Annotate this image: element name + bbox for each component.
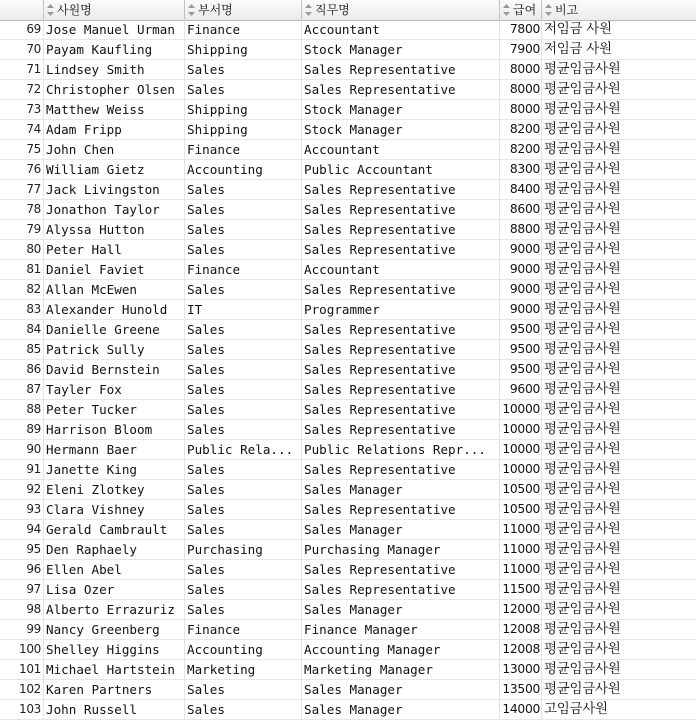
salary-cell[interactable]: 12008 [500, 640, 542, 660]
salary-cell[interactable]: 8000 [500, 60, 542, 80]
department-cell[interactable]: Finance [185, 20, 302, 40]
job-title-cell[interactable]: Public Accountant [302, 160, 500, 180]
employee-name-cell[interactable]: Daniel Faviet [44, 260, 185, 280]
row-number-cell[interactable]: 96 [0, 560, 44, 580]
note-cell[interactable]: 저임금 사원 [544, 41, 612, 57]
department-cell[interactable]: Finance [185, 620, 302, 640]
salary-cell[interactable]: 8400 [500, 180, 542, 200]
salary-cell[interactable]: 13000 [500, 660, 542, 680]
employee-name-cell[interactable]: David Bernstein [44, 360, 185, 380]
table-row[interactable] [0, 420, 696, 440]
salary-cell[interactable]: 9500 [500, 360, 542, 380]
grid-header [0, 0, 696, 21]
note-cell[interactable]: 평균임금사원 [544, 441, 621, 457]
employee-name-cell[interactable]: Jonathon Taylor [44, 200, 185, 220]
note-cell[interactable]: 평균임금사원 [544, 621, 621, 637]
note-cell[interactable]: 평균임금사원 [544, 461, 621, 477]
salary-cell[interactable]: 8200 [500, 120, 542, 140]
salary-cell[interactable]: 10000 [500, 440, 542, 460]
row-number-cell[interactable]: 77 [0, 180, 44, 200]
salary-cell[interactable]: 7800 [500, 20, 542, 40]
note-cell[interactable]: 저임금 사원 [544, 21, 612, 37]
table-row[interactable] [0, 280, 696, 300]
table-row[interactable] [0, 40, 696, 60]
header-dept-label: 부서명 [198, 3, 233, 17]
employee-name-cell[interactable]: Hermann Baer [44, 440, 185, 460]
sort-icon[interactable] [502, 2, 511, 18]
table-row[interactable] [0, 640, 696, 660]
table-row[interactable] [0, 260, 696, 280]
note-cell[interactable]: 평균임금사원 [544, 121, 621, 137]
job-title-cell[interactable]: Sales Manager [302, 680, 500, 700]
row-number-cell[interactable]: 75 [0, 140, 44, 160]
table-row[interactable] [0, 500, 696, 520]
employee-name-cell[interactable]: Shelley Higgins [44, 640, 185, 660]
salary-cell[interactable]: 9500 [500, 340, 542, 360]
row-number-cell[interactable]: 72 [0, 80, 44, 100]
note-cell[interactable]: 평균임금사원 [544, 681, 621, 697]
job-title-cell[interactable]: Sales Manager [302, 700, 500, 720]
table-row[interactable] [0, 480, 696, 500]
employee-name-cell[interactable]: Clara Vishney [44, 500, 185, 520]
salary-cell[interactable]: 8800 [500, 220, 542, 240]
job-title-cell[interactable]: Sales Representative [302, 180, 500, 200]
job-title-cell[interactable]: Sales Representative [302, 460, 500, 480]
employee-name-cell[interactable]: John Russell [44, 700, 185, 720]
salary-cell[interactable]: 10000 [500, 400, 542, 420]
job-title-cell[interactable]: Sales Manager [302, 520, 500, 540]
table-row[interactable] [0, 160, 696, 180]
department-cell[interactable]: Accounting [185, 160, 302, 180]
table-row[interactable] [0, 400, 696, 420]
header-dept[interactable] [185, 0, 302, 20]
department-cell[interactable]: Sales [185, 560, 302, 580]
table-row[interactable] [0, 120, 696, 140]
job-title-cell[interactable]: Stock Manager [302, 100, 500, 120]
department-cell[interactable]: Sales [185, 680, 302, 700]
header-row-number [0, 0, 44, 20]
department-cell[interactable]: Sales [185, 400, 302, 420]
row-number-cell[interactable]: 92 [0, 480, 44, 500]
row-number-cell[interactable]: 87 [0, 380, 44, 400]
row-number-cell[interactable]: 81 [0, 260, 44, 280]
table-row[interactable] [0, 340, 696, 360]
table-row[interactable] [0, 300, 696, 320]
row-number-cell[interactable]: 80 [0, 240, 44, 260]
employee-name-cell[interactable]: Alexander Hunold [44, 300, 185, 320]
salary-cell[interactable]: 10500 [500, 500, 542, 520]
employee-name-cell[interactable]: Matthew Weiss [44, 100, 185, 120]
table-row[interactable] [0, 700, 696, 720]
note-cell[interactable]: 평균임금사원 [544, 141, 621, 157]
table-row[interactable] [0, 540, 696, 560]
department-cell[interactable]: IT [185, 300, 302, 320]
department-cell[interactable]: Sales [185, 60, 302, 80]
note-cell[interactable]: 평균임금사원 [544, 561, 621, 577]
salary-cell[interactable]: 13500 [500, 680, 542, 700]
department-cell[interactable]: Sales [185, 580, 302, 600]
table-row[interactable] [0, 80, 696, 100]
table-row[interactable] [0, 60, 696, 80]
row-number-cell[interactable]: 99 [0, 620, 44, 640]
job-title-cell[interactable]: Sales Representative [302, 280, 500, 300]
sort-icon[interactable] [544, 2, 553, 18]
employee-name-cell[interactable]: Christopher Olsen [44, 80, 185, 100]
table-row[interactable] [0, 240, 696, 260]
department-cell[interactable]: Shipping [185, 40, 302, 60]
department-cell[interactable]: Sales [185, 220, 302, 240]
employee-name-cell[interactable]: Alberto Errazuriz [44, 600, 185, 620]
employee-name-cell[interactable]: Jose Manuel Urman [44, 20, 185, 40]
table-row[interactable] [0, 660, 696, 680]
salary-cell[interactable]: 10000 [500, 420, 542, 440]
job-title-cell[interactable]: Sales Representative [302, 560, 500, 580]
department-cell[interactable]: Shipping [185, 100, 302, 120]
salary-cell[interactable]: 8300 [500, 160, 542, 180]
department-cell[interactable]: Sales [185, 700, 302, 720]
row-number-cell[interactable]: 79 [0, 220, 44, 240]
note-cell[interactable]: 평균임금사원 [544, 81, 621, 97]
job-title-cell[interactable]: Marketing Manager [302, 660, 500, 680]
note-cell[interactable]: 평균임금사원 [544, 321, 621, 337]
note-cell[interactable]: 평균임금사원 [544, 181, 621, 197]
job-title-cell[interactable]: Sales Representative [302, 320, 500, 340]
table-row[interactable] [0, 460, 696, 480]
header-name-label: 사원명 [57, 3, 92, 17]
department-cell[interactable]: Sales [185, 380, 302, 400]
note-cell[interactable]: 평균임금사원 [544, 501, 621, 517]
note-cell[interactable]: 평균임금사원 [544, 581, 621, 597]
salary-cell[interactable]: 8600 [500, 200, 542, 220]
salary-cell[interactable]: 11500 [500, 580, 542, 600]
employee-name-cell[interactable]: Janette King [44, 460, 185, 480]
job-title-cell[interactable]: Sales Representative [302, 200, 500, 220]
row-number-cell[interactable]: 93 [0, 500, 44, 520]
employee-name-cell[interactable]: Den Raphaely [44, 540, 185, 560]
table-row[interactable] [0, 520, 696, 540]
header-name[interactable] [44, 0, 185, 20]
table-row[interactable] [0, 320, 696, 340]
salary-cell[interactable]: 11000 [500, 520, 542, 540]
note-cell[interactable]: 평균임금사원 [544, 341, 621, 357]
employee-name-cell[interactable]: Eleni Zlotkey [44, 480, 185, 500]
note-cell[interactable]: 평균임금사원 [544, 61, 621, 77]
row-number-cell[interactable]: 78 [0, 200, 44, 220]
department-cell[interactable]: Sales [185, 480, 302, 500]
department-cell[interactable]: Sales [185, 180, 302, 200]
row-number-cell[interactable]: 85 [0, 340, 44, 360]
job-title-cell[interactable]: Sales Manager [302, 600, 500, 620]
table-row[interactable] [0, 20, 696, 40]
header-job-label: 직무명 [315, 3, 350, 17]
employee-name-cell[interactable]: Payam Kaufling [44, 40, 185, 60]
salary-cell[interactable]: 11000 [500, 540, 542, 560]
job-title-cell[interactable]: Sales Representative [302, 500, 500, 520]
note-cell[interactable]: 평균임금사원 [544, 101, 621, 117]
header-note-label: 비고 [555, 3, 579, 17]
employee-name-cell[interactable]: Jack Livingston [44, 180, 185, 200]
job-title-cell[interactable]: Sales Representative [302, 240, 500, 260]
note-cell[interactable]: 평균임금사원 [544, 661, 621, 677]
note-cell[interactable]: 평균임금사원 [544, 401, 621, 417]
row-number-cell[interactable]: 88 [0, 400, 44, 420]
job-title-cell[interactable]: Finance Manager [302, 620, 500, 640]
table-row[interactable] [0, 620, 696, 640]
department-cell[interactable]: Sales [185, 520, 302, 540]
department-cell[interactable]: Sales [185, 420, 302, 440]
department-cell[interactable]: Purchasing [185, 540, 302, 560]
row-number-cell[interactable]: 101 [0, 660, 44, 680]
salary-cell[interactable]: 8200 [500, 140, 542, 160]
row-number-cell[interactable]: 95 [0, 540, 44, 560]
employee-name-cell[interactable]: Danielle Greene [44, 320, 185, 340]
department-cell[interactable]: Public Rela... [185, 440, 302, 460]
table-row[interactable] [0, 360, 696, 380]
note-cell[interactable]: 평균임금사원 [544, 381, 621, 397]
job-title-cell[interactable]: Sales Manager [302, 480, 500, 500]
employee-name-cell[interactable]: Lindsey Smith [44, 60, 185, 80]
header-note[interactable] [542, 0, 696, 20]
job-title-cell[interactable]: Public Relations Repr... [302, 440, 500, 460]
row-number-cell[interactable]: 69 [0, 20, 44, 40]
row-number-cell[interactable]: 89 [0, 420, 44, 440]
header-job[interactable] [302, 0, 500, 20]
table-row[interactable] [0, 600, 696, 620]
salary-cell[interactable]: 9000 [500, 300, 542, 320]
row-number-cell[interactable]: 73 [0, 100, 44, 120]
row-number-cell[interactable]: 97 [0, 580, 44, 600]
salary-cell[interactable]: 14000 [500, 700, 542, 720]
row-number-cell[interactable]: 86 [0, 360, 44, 380]
note-cell[interactable]: 평균임금사원 [544, 301, 621, 317]
row-number-cell[interactable]: 74 [0, 120, 44, 140]
employee-name-cell[interactable]: Nancy Greenberg [44, 620, 185, 640]
department-cell[interactable]: Sales [185, 460, 302, 480]
table-row[interactable] [0, 140, 696, 160]
employee-name-cell[interactable]: Peter Tucker [44, 400, 185, 420]
table-row[interactable] [0, 580, 696, 600]
job-title-cell[interactable]: Sales Representative [302, 340, 500, 360]
note-cell[interactable]: 평균임금사원 [544, 601, 621, 617]
note-cell[interactable]: 평균임금사원 [544, 241, 621, 257]
department-cell[interactable]: Sales [185, 280, 302, 300]
employee-name-cell[interactable]: Gerald Cambrault [44, 520, 185, 540]
job-title-cell[interactable]: Stock Manager [302, 120, 500, 140]
table-row[interactable] [0, 100, 696, 120]
employee-name-cell[interactable]: John Chen [44, 140, 185, 160]
salary-cell[interactable]: 9500 [500, 320, 542, 340]
table-row[interactable] [0, 560, 696, 580]
job-title-cell[interactable]: Sales Representative [302, 360, 500, 380]
department-cell[interactable]: Sales [185, 240, 302, 260]
employee-name-cell[interactable]: Michael Hartstein [44, 660, 185, 680]
employee-name-cell[interactable]: Harrison Bloom [44, 420, 185, 440]
job-title-cell[interactable]: Programmer [302, 300, 500, 320]
job-title-cell[interactable]: Accountant [302, 260, 500, 280]
job-title-cell[interactable]: Sales Representative [302, 400, 500, 420]
sort-icon[interactable] [304, 2, 313, 18]
job-title-cell[interactable]: Accountant [302, 140, 500, 160]
row-number-cell[interactable]: 103 [0, 700, 44, 720]
row-number-cell[interactable]: 82 [0, 280, 44, 300]
employee-name-cell[interactable]: Tayler Fox [44, 380, 185, 400]
department-cell[interactable]: Sales [185, 500, 302, 520]
job-title-cell[interactable]: Sales Representative [302, 80, 500, 100]
note-cell[interactable]: 평균임금사원 [544, 221, 621, 237]
department-cell[interactable]: Sales [185, 360, 302, 380]
salary-cell[interactable]: 8000 [500, 100, 542, 120]
department-cell[interactable]: Sales [185, 200, 302, 220]
note-cell[interactable]: 평균임금사원 [544, 161, 621, 177]
employee-name-cell[interactable]: Alyssa Hutton [44, 220, 185, 240]
table-row[interactable] [0, 180, 696, 200]
department-cell[interactable]: Accounting [185, 640, 302, 660]
note-cell[interactable]: 평균임금사원 [544, 421, 621, 437]
department-cell[interactable]: Finance [185, 260, 302, 280]
employee-name-cell[interactable]: Patrick Sully [44, 340, 185, 360]
table-row[interactable] [0, 220, 696, 240]
salary-cell[interactable]: 12000 [500, 600, 542, 620]
salary-cell[interactable]: 9000 [500, 240, 542, 260]
sort-icon[interactable] [46, 2, 55, 18]
row-number-cell[interactable]: 90 [0, 440, 44, 460]
salary-cell[interactable]: 9600 [500, 380, 542, 400]
employee-name-cell[interactable]: Allan McEwen [44, 280, 185, 300]
salary-cell[interactable]: 9000 [500, 280, 542, 300]
note-cell[interactable]: 고임금사원 [544, 701, 608, 717]
employee-name-cell[interactable]: Lisa Ozer [44, 580, 185, 600]
department-cell[interactable]: Sales [185, 80, 302, 100]
salary-cell[interactable]: 11000 [500, 560, 542, 580]
grid-body [0, 20, 696, 720]
job-title-cell[interactable]: Accounting Manager [302, 640, 500, 660]
table-row[interactable] [0, 680, 696, 700]
header-salary[interactable] [500, 0, 542, 20]
department-cell[interactable]: Sales [185, 320, 302, 340]
salary-cell[interactable]: 9000 [500, 260, 542, 280]
employee-name-cell[interactable]: Peter Hall [44, 240, 185, 260]
department-cell[interactable]: Shipping [185, 120, 302, 140]
job-title-cell[interactable]: Sales Representative [302, 220, 500, 240]
note-cell[interactable]: 평균임금사원 [544, 521, 621, 537]
note-cell[interactable]: 평균임금사원 [544, 261, 621, 277]
job-title-cell[interactable]: Sales Representative [302, 60, 500, 80]
department-cell[interactable]: Sales [185, 340, 302, 360]
salary-cell[interactable]: 10500 [500, 480, 542, 500]
department-cell[interactable]: Sales [185, 600, 302, 620]
row-number-cell[interactable]: 102 [0, 680, 44, 700]
table-row[interactable] [0, 200, 696, 220]
row-number-cell[interactable]: 70 [0, 40, 44, 60]
job-title-cell[interactable]: Stock Manager [302, 40, 500, 60]
note-cell[interactable]: 평균임금사원 [544, 481, 621, 497]
row-number-cell[interactable]: 91 [0, 460, 44, 480]
employee-name-cell[interactable]: Adam Fripp [44, 120, 185, 140]
employee-name-cell[interactable]: Ellen Abel [44, 560, 185, 580]
sort-icon[interactable] [187, 2, 196, 18]
job-title-cell[interactable]: Sales Representative [302, 580, 500, 600]
salary-cell[interactable]: 10000 [500, 460, 542, 480]
note-cell[interactable]: 평균임금사원 [544, 541, 621, 557]
job-title-cell[interactable]: Accountant [302, 20, 500, 40]
table-row[interactable] [0, 380, 696, 400]
job-title-cell[interactable]: Sales Representative [302, 420, 500, 440]
department-cell[interactable]: Marketing [185, 660, 302, 680]
note-cell[interactable]: 평균임금사원 [544, 281, 621, 297]
job-title-cell[interactable]: Purchasing Manager [302, 540, 500, 560]
salary-cell[interactable]: 7900 [500, 40, 542, 60]
note-cell[interactable]: 평균임금사원 [544, 641, 621, 657]
row-number-cell[interactable]: 94 [0, 520, 44, 540]
salary-cell[interactable]: 12008 [500, 620, 542, 640]
job-title-cell[interactable]: Sales Representative [302, 380, 500, 400]
row-number-cell[interactable]: 84 [0, 320, 44, 340]
row-number-cell[interactable]: 83 [0, 300, 44, 320]
note-cell[interactable]: 평균임금사원 [544, 201, 621, 217]
employee-name-cell[interactable]: Karen Partners [44, 680, 185, 700]
row-number-cell[interactable]: 76 [0, 160, 44, 180]
department-cell[interactable]: Finance [185, 140, 302, 160]
row-number-cell[interactable]: 100 [0, 640, 44, 660]
row-number-cell[interactable]: 71 [0, 60, 44, 80]
employee-name-cell[interactable]: William Gietz [44, 160, 185, 180]
row-number-cell[interactable]: 98 [0, 600, 44, 620]
header-salary-label: 급여 [513, 3, 537, 17]
table-row[interactable] [0, 440, 696, 460]
note-cell[interactable]: 평균임금사원 [544, 361, 621, 377]
salary-cell[interactable]: 8000 [500, 80, 542, 100]
